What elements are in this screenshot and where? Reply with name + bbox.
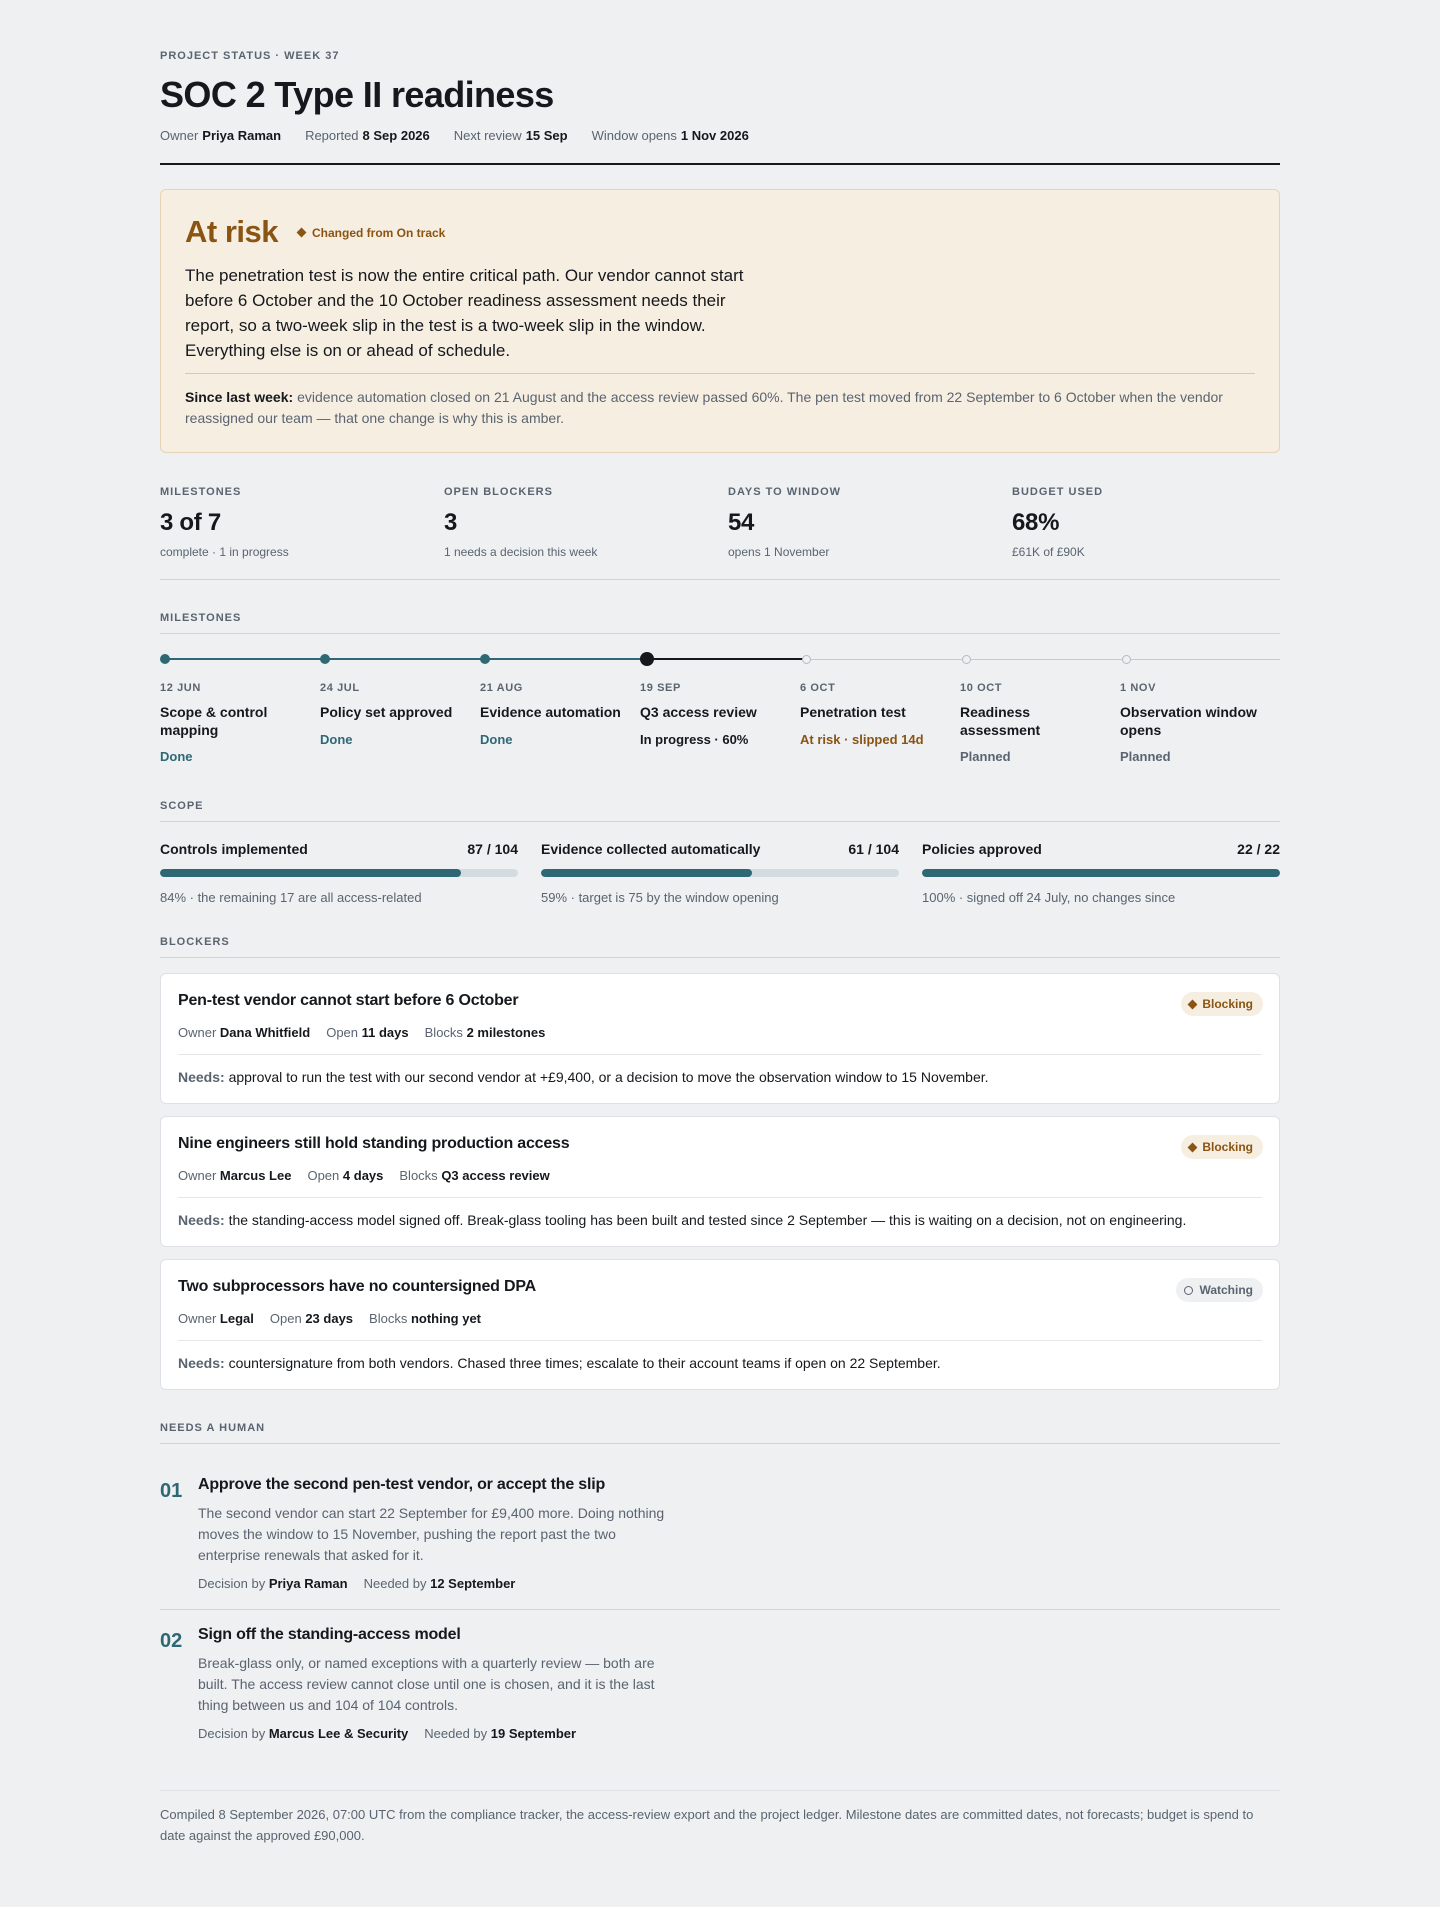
milestone-status: Done: [160, 749, 193, 764]
milestone-name: Policy set approved: [320, 704, 453, 720]
milestone-status: In progress · 60%: [640, 732, 749, 747]
progress-bar: [922, 869, 1280, 877]
diamond-icon: [1188, 999, 1198, 1009]
decision-divider: [160, 1609, 1280, 1610]
blocker-title: Two subprocessors have no countersigned DPA: [178, 1278, 536, 1295]
stats-strip: [160, 486, 1280, 580]
blocker-needs: Needs: approval to run the test with our second vendor at +£9,400, or a decision to move the observation window to 15 November.: [178, 1069, 989, 1085]
milestone-status: Planned: [960, 749, 1011, 764]
meta-window-opens: Window opens 1 Nov 2026: [591, 128, 749, 143]
milestone-dot-open: [962, 655, 971, 664]
decision-body: Break-glass only, or named exceptions with a quarterly review — both are built. The access review cannot close until one is chosen, and it is the last thing between us and 104 of 104 controls.: [198, 1655, 655, 1713]
scope-evidence: Evidence collected automatically 61 / 104 59% · target is 75 by the window opening: [541, 841, 899, 905]
page-title: SOC 2 Type II readiness: [160, 74, 554, 115]
progress-bar: [541, 869, 899, 877]
circle-icon: [1184, 1286, 1193, 1295]
meta-next-review: Next review 15 Sep: [453, 128, 568, 143]
footer-note: Compiled 8 September 2026, 07:00 UTC from the compliance tracker, the access-review export and the project ledger. Milestone dates are committed dates, not forecasts; budget is spend to date against the approved £90,000.: [160, 1807, 1254, 1843]
progress-fill: [541, 869, 752, 877]
status-summary: The penetration test is now the entire critical path. Our vendor cannot start before 6 October and the 10 October readiness assessment needs their report, so a two-week slip in the test is a two-week slip in the window. Everything else is on or ahead of schedule.: [185, 266, 744, 360]
footer-divider: [160, 1790, 1280, 1791]
timeline-done-track: [165, 658, 647, 660]
decision-title: Sign off the standing-access model: [198, 1626, 461, 1643]
decisions-heading: NEEDS A HUMAN: [160, 1422, 1280, 1444]
blocker-needs: Needs: countersignature from both vendors. Chased three times; escalate to their account teams if open on 22 September.: [178, 1355, 941, 1371]
header-divider: [160, 163, 1280, 165]
blocker-title: Pen-test vendor cannot start before 6 October: [178, 992, 519, 1009]
scope-heading: SCOPE: [160, 800, 1280, 822]
card-divider: [178, 1197, 1262, 1198]
diamond-icon: [1188, 1142, 1198, 1152]
milestone-name: Q3 access review: [640, 704, 757, 720]
status-change-note: Changed from On track: [298, 226, 445, 240]
milestone-name: Penetration test: [800, 704, 906, 720]
progress-fill: [160, 869, 461, 877]
milestone-status: Done: [320, 732, 353, 747]
stat-open-blockers: OPEN BLOCKERS 3 1 needs a decision this week: [444, 486, 598, 559]
milestone-date: 19 SEP: [640, 682, 681, 694]
stat-days-to-window: DAYS TO WINDOW 54 opens 1 November: [728, 486, 842, 559]
milestone-status: Planned: [1120, 749, 1171, 764]
blocker-card: [160, 973, 1280, 1104]
status-badge: Watching: [1176, 1278, 1263, 1302]
milestone-date: 6 OCT: [800, 682, 836, 694]
status-callout: [160, 189, 1280, 453]
blocker-meta: Owner Dana Whitfield Open 11 days Blocks 2 milestones: [178, 1025, 546, 1040]
blocker-card: [160, 1116, 1280, 1247]
milestone-dot: [160, 654, 170, 664]
meta-reported: Reported 8 Sep 2026: [305, 128, 430, 143]
milestone-name: Scope & control mapping: [160, 704, 268, 738]
status-headline: At risk: [185, 214, 278, 249]
card-divider: [178, 1340, 1262, 1341]
milestone-date: 21 AUG: [480, 682, 523, 694]
blocker-meta: Owner Marcus Lee Open 4 days Blocks Q3 access review: [178, 1168, 550, 1183]
scope-policies: Policies approved 22 / 22 100% · signed off 24 July, no changes since: [922, 841, 1280, 905]
decision-body: The second vendor can start 22 September for £9,400 more. Doing nothing moves the window to 15 November, pushing the report past the two enterprise renewals that asked for it.: [198, 1505, 665, 1563]
milestone-dot-current: [640, 652, 654, 666]
milestone-dot: [320, 654, 330, 664]
blocker-meta: Owner Legal Open 23 days Blocks nothing yet: [178, 1311, 481, 1326]
status-divider: [185, 373, 1255, 374]
milestone-date: 1 NOV: [1120, 682, 1157, 694]
card-divider: [178, 1054, 1262, 1055]
milestone-dot-open: [802, 655, 811, 664]
blocker-title: Nine engineers still hold standing production access: [178, 1135, 570, 1152]
status-badge: Blocking: [1181, 1135, 1263, 1159]
decision-number: 02: [160, 1630, 183, 1652]
stat-budget-used: BUDGET USED 68% £61K of £90K: [1012, 486, 1104, 559]
milestone-status: At risk · slipped 14d: [800, 732, 924, 747]
timeline-planned-track: [807, 659, 1280, 660]
milestone-status: Done: [480, 732, 513, 747]
milestone-date: 24 JUL: [320, 682, 360, 694]
milestone-dot: [480, 654, 490, 664]
meta-owner: Owner Priya Raman: [160, 128, 282, 143]
milestone-dot-open: [1122, 655, 1131, 664]
milestone-date: 10 OCT: [960, 682, 1003, 694]
page-eyebrow: PROJECT STATUS · WEEK 37: [160, 50, 340, 62]
scope-controls: Controls implemented 87 / 104 84% · the remaining 17 are all access-related: [160, 841, 518, 905]
milestone-date: 12 JUN: [160, 682, 201, 694]
milestone-name: Readiness assessment: [960, 704, 1041, 738]
blockers-heading: BLOCKERS: [160, 936, 1280, 958]
progress-bar: [160, 869, 518, 877]
status-since-last-week: Since last week: evidence automation closed on 21 August and the access review passed 60%. The pen test moved from 22 September to 6 October when the vendor reassigned our team — that one change is why this is amber.: [185, 389, 1223, 426]
decision-title: Approve the second pen-test vendor, or accept the slip: [198, 1476, 606, 1493]
blocker-needs: Needs: the standing-access model signed off. Break-glass tooling has been built and tested since 2 September — this is waiting on a decision, not on engineering.: [178, 1212, 1187, 1228]
diamond-icon: [297, 228, 307, 238]
milestone-name: Evidence automation: [480, 704, 621, 720]
header-meta: [160, 128, 749, 143]
milestones-heading: MILESTONES: [160, 612, 1280, 634]
status-badge: Blocking: [1181, 992, 1263, 1016]
timeline-current-track: [647, 658, 807, 660]
decision-meta: Decision by Marcus Lee & Security Needed by 19 September: [198, 1726, 577, 1741]
blocker-card: [160, 1259, 1280, 1390]
milestone-name: Observation window opens: [1120, 704, 1257, 738]
stat-milestones: MILESTONES 3 of 7 complete · 1 in progress: [160, 486, 289, 559]
progress-fill: [922, 869, 1280, 877]
decision-number: 01: [160, 1480, 183, 1502]
decision-meta: Decision by Priya Raman Needed by 12 September: [198, 1576, 516, 1591]
